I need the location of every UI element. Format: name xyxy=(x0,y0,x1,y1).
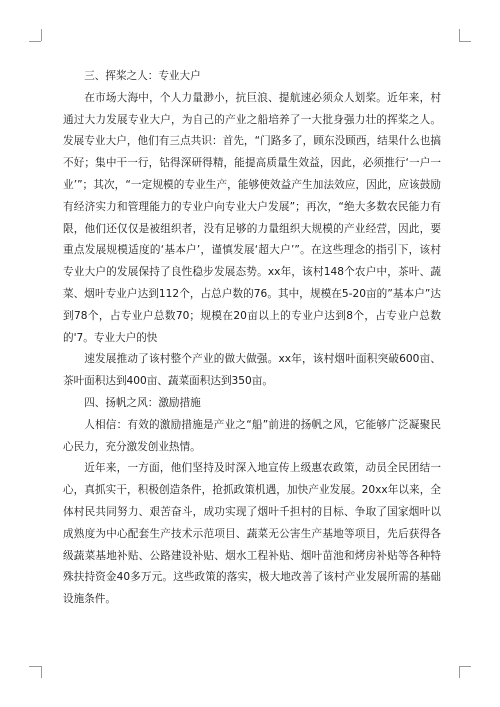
crop-mark-bottom-right-v xyxy=(459,666,460,678)
section-heading-four: 四、扬帆之风：激励措施 xyxy=(84,396,201,409)
document-body xyxy=(63,66,441,611)
crop-mark-top-right-h xyxy=(459,41,471,42)
crop-mark-top-left-v xyxy=(41,29,42,41)
crop-mark-bottom-right-h xyxy=(459,666,471,667)
crop-mark-top-left-h xyxy=(29,41,41,42)
paragraph-policy-support: 近年来，一方面，他们坚持及时深入地宣传上级惠农政策，动员全民团结一心，真抓实干，积极创造条件，抢抓政策机遇，加快产业发展。20xx年以来，全体村民共同努力、艰苦奋斗，成功实现了烟叶千担村的目标、争取了国家烟叶以成熟度为中心配套生产技术示范项目、蔬菜无公害生产基地等项目，先后获得各级蔬菜基地补贴、公路建设补贴、烟水工程补贴、烟叶苗池和烤房补贴等各种特殊扶持资金40多万元。这些政策的落实，极大地改善了该村产业发展所需的基础设施条件。 xyxy=(63,462,441,606)
paragraph-industry-growth: 速发展推动了该村整个产业的做大做强。xx年，该村烟叶面积突破600亩、茶叶面积达到400亩、蔬菜面积达到350亩。 xyxy=(63,353,441,388)
paragraph-professional-households: 在市场大海中，个人力量渺小，抗巨浪、提航速必须众人划桨。近年来，村通过大力发展专业大户，为自己的产业之船培养了一大批身强力壮的挥桨之人。发展专业大户，他们有三点共识：首先，“门路多了，顾东没顾西，结果什么也搞不好；集中干一行，钻得深研得精，能提高质量生效益，因此，必须推行‘一户一业’”；其次，“一定规模的专业生产，能够使效益产生加法效应，因此，应该鼓励有经济实力和管理能力的专业户向专业大户发展”；再次，“绝大多数农民能力有限，他们还仅仅是被组织者，没有足够的力量组织大规模的产业经营，因此，要重点发展规模适度的‘基本户’，谨慎发展‘超大户’”。在这些理念的指引下，该村专业大户的发展保持了良性稳步发展态势。xx年，该村148个农户中，茶叶、蔬菜、烟叶专业户达到112个，占总户数的76。其中，规模在5-20亩的”基本户”达到78个，占专业户总数70；规模在20亩以上的专业户达到8个，占专业户总数的'7。专业大户的快 xyxy=(63,91,441,344)
crop-mark-bottom-left-v xyxy=(41,666,42,678)
crop-mark-top-right-v xyxy=(459,29,460,41)
crop-mark-bottom-left-h xyxy=(29,666,41,667)
section-heading-three: 三、挥桨之人：专业大户 xyxy=(84,70,201,82)
paragraph-incentives-intro: 人相信：有效的激励措施是产业之“船”前进的扬帆之风，它能够广泛凝聚民心民力，充分激发创业热情。 xyxy=(63,418,441,453)
